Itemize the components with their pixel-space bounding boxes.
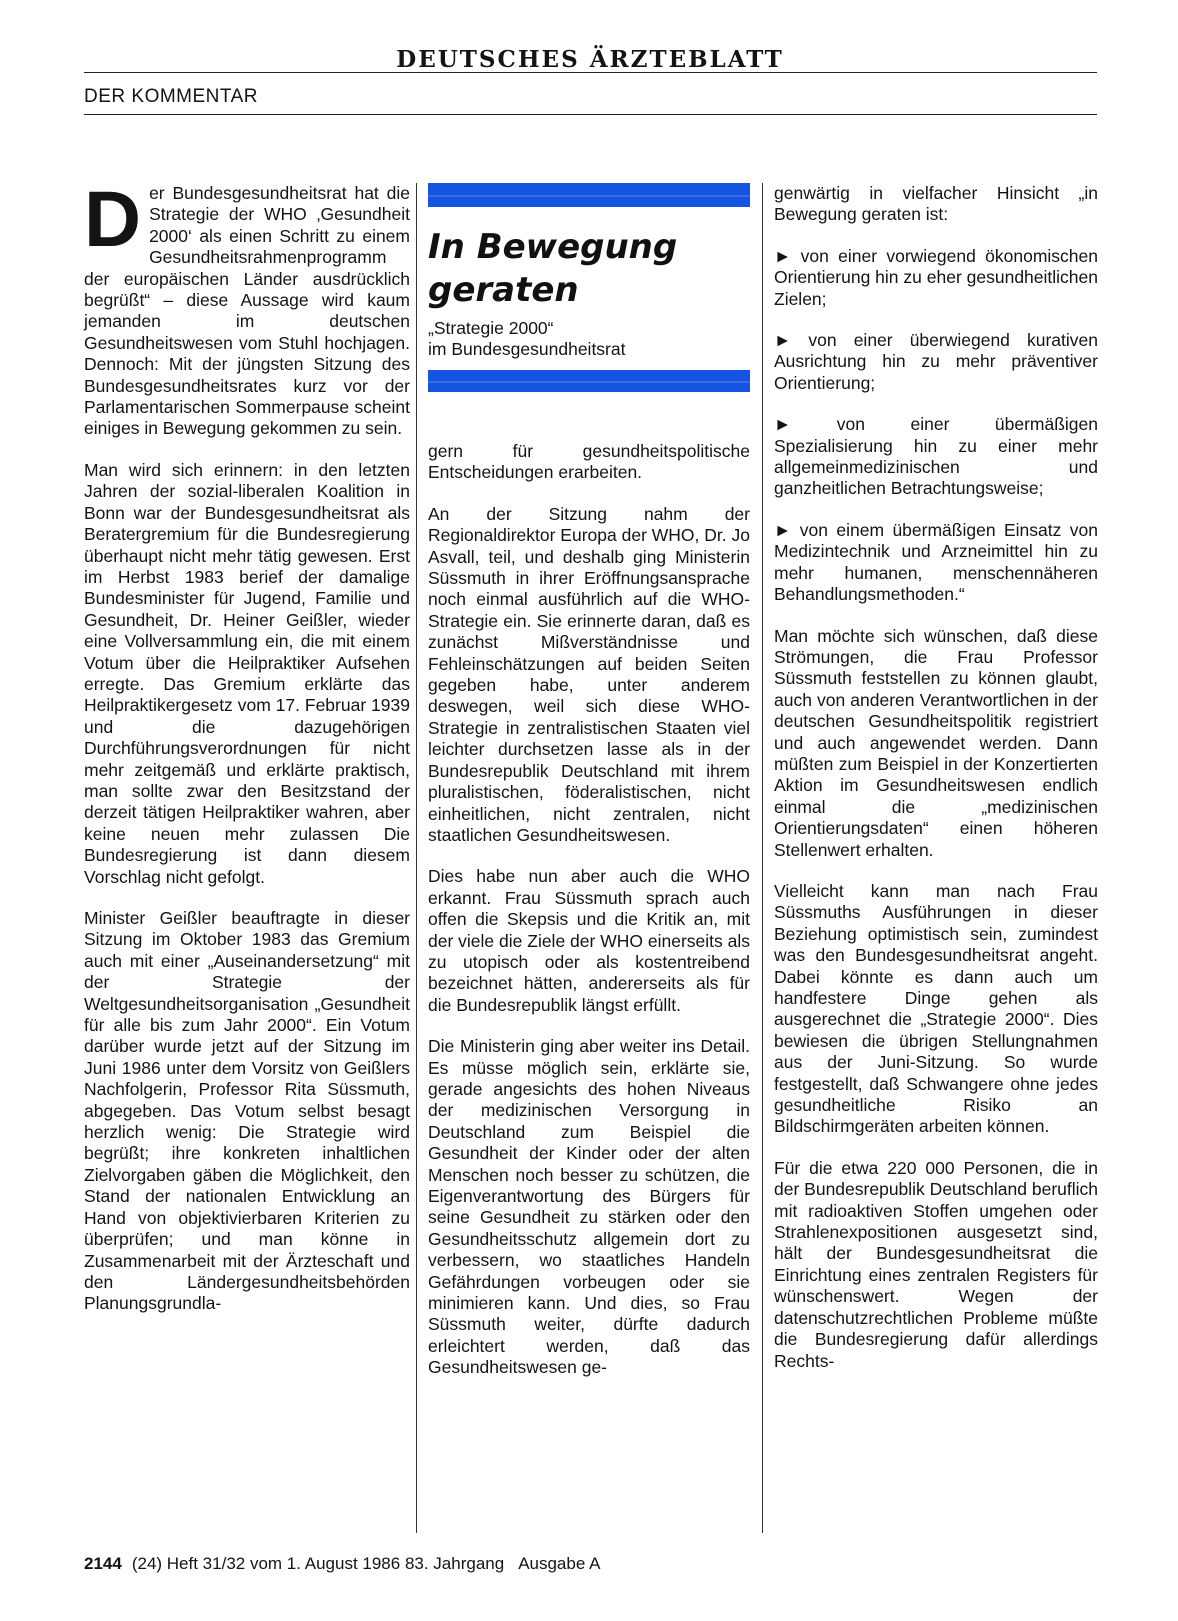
paragraph: Minister Geißler beauftragte in dieser Sitzung im Oktober 1983 das Gremium auch mit einer „Auseinandersetzung“ mit der Strategie der Weltgesundheitsorganisation „Gesundheit für alle bis zum Jahr 2000“. Ein Votum darüber wurde jetzt auf der Sitzung im Juni 1986 unter dem Vorsitz von Geißlers Nachfolgerin, Professor Rita Süssmuth, abgegeben. Das Votum selbst besagt herzlich wenig: Die Strategie wird begrüßt; ihre konkreten inhaltlichen Zielvorgaben gäben die Möglichkeit, den Stand der nationalen Entwicklung an Hand von objektivierbaren Kriterien zu überprüfen; und man könne in Zusammenarbeit mit der Ärzteschaft und den Ländergesundheitsbehörden Planungsgrundla-: [84, 908, 410, 1314]
article-column-3: [774, 183, 1098, 1392]
page-number: 2144: [84, 1554, 122, 1573]
bullet-item: ► von einem übermäßigen Einsatz von Medizintechnik und Arzneimittel hin zu mehr humanen, menschennäheren Behandlungsmethoden.“: [774, 519, 1098, 605]
header-rule-bottom: [84, 114, 1097, 115]
masthead: DEUTSCHES ÄRZTEBLATT: [396, 46, 784, 73]
drop-cap: D: [84, 174, 142, 263]
subtitle-line-2: im Bundesgesundheitsrat: [428, 339, 626, 359]
issue-info: (24) Heft 31/32 vom 1. August 1986 83. Jahrgang: [131, 1554, 505, 1573]
edition-label: Ausgabe A: [518, 1554, 601, 1573]
paragraph: gern für gesundheitspolitische Entscheidungen erarbeiten.: [428, 441, 750, 483]
article-column-2: [428, 441, 750, 1399]
paragraph: Man wird sich erinnern: in den letzten Jahren der sozial-liberalen Koalition in Bonn war der Bundesgesundheitsrat als Beratergremium für die Bundesregierung überhaupt nicht mehr tätig gewesen. Erst im Herbst 1983 berief der damalige Bundesminister für Jugend, Familie und Gesundheit, Dr. Heiner Geißler, wieder eine Vollversammlung ein, die mit einem Votum über die Heilpraktiker Aufsehen erregte. Das Gremium erklärte das Heilpraktikergesetz vom 17. Februar 1939 und die dazugehörigen Durchführungsverordnungen für nicht mehr zeitgemäß und erklärte praktisch, man sollte zwar den Besitzstand der derzeit tätigen Heilpraktiker wahren, aber keine neuen mehr zulassen Die Bundesregierung ist dann diesem Vorschlag nicht gefolgt.: [84, 459, 410, 887]
article-subtitle: [428, 318, 750, 360]
paragraph-text: er Bundesgesundheitsrat hat die Strategie der WHO ‚Gesundheit 2000‘ als einen Schritt zu einem Gesundheitsrahmenprogramm der europäischen Länder ausdrücklich begrüßt“ – diese Aussage wird kaum jemanden im deutschen Gesundheitswesen vom Stuhl hochjagen. Dennoch: Mit der jüngsten Sitzung des Bundesgesundheitsrates kurz vor der Parlamentarischen Sommerpause scheint einiges in Bewegung gekommen zu sein.: [84, 183, 410, 439]
subtitle-line-1: „Strategie 2000“: [428, 318, 554, 338]
paragraph: Vielleicht kann man nach Frau Süssmuths Ausführungen in dieser Beziehung optimistisch sein, zumindest was den Bundesgesundheitsrat angeht. Dabei könnte es dann auch um handfestere Dinge gehen als ausgerechnet die „Strategie 2000“. Dies bewiesen die übrigen Stellungnahmen aus der Juni-Sitzung. So wurde festgestellt, daß Schwangere ohne jedes gesundheitliche Risiko an Bildschirmgeräten arbeiten können.: [774, 880, 1098, 1137]
article-title: In Bewegung geraten: [428, 227, 678, 310]
bullet-item: ► von einer übermäßigen Spezialisierung hin zu einer mehr allgemeinmedizinischen und ganzheitlichen Betrachtungsweise;: [774, 414, 1098, 499]
title-accent-bar-bottom: [428, 370, 750, 392]
bullet-item: ► von einer vorwiegend ökonomischen Orientierung hin zu eher gesundheitlichen Zielen;: [774, 245, 1098, 309]
title-accent-bar-top: [428, 183, 750, 207]
page-footer: [84, 1554, 600, 1574]
column-divider: [762, 183, 763, 1533]
paragraph: Die Ministerin ging aber weiter ins Detail. Es müsse möglich sein, erklärte sie, gerade angesichts des hohen Niveaus der medizinischen Versorgung in Deutschland zum Beispiel die Gesundheit der Kinder oder der alten Menschen noch besser zu schützen, die Eigenverantwortung des Bürgers für seine Gesundheit zu stärken oder den Gesundheitsschutz allgemein dort zu verbessern, wo staatliches Handeln Gefährdungen vorbeugen oder sie minimieren kann. Und dies, so Frau Süssmuth weiter, dürfte dadurch erleichtert werden, daß das Gesundheitswesen ge-: [428, 1036, 750, 1378]
paragraph: Dies habe nun aber auch die WHO erkannt. Frau Süssmuth sprach auch offen die Skepsis und die Kritik an, mit der viele die Ziele der WHO einerseits als zu utopisch oder als kostentreibend bezeichnet hätten, andererseits als für die Bundesrepublik längst erfüllt.: [428, 866, 750, 1015]
paragraph: Man möchte sich wünschen, daß diese Strömungen, die Frau Professor Süssmuth feststellen zu können glaubt, auch von anderen Verantwortlichen in der deutschen Gesundheitspolitik registriert und auch angewendet werden. Dann müßten zum Beispiel in der Konzertierten Aktion im Gesundheitswesen endlich einmal die „medizinischen Orientierungsdaten“ einen höheren Stellenwert erhalten.: [774, 625, 1098, 860]
section-label: DER KOMMENTAR: [84, 86, 258, 107]
paragraph: An der Sitzung nahm der Regionaldirektor Europa der WHO, Dr. Jo Asvall, teil, und deshalb ging Ministerin Süssmuth in ihrer Eröffnungsansprache noch einmal ausführlich auf die WHO-Strategie ein. Sie erinnerte daran, daß es zunächst Mißverständnisse und Fehleinschätzungen auf beiden Seiten gegeben habe, unter anderem deswegen, weil sich diese WHO-Strategie in zentralistischen Staaten viel leichter durchsetzen lasse als in der Bundesrepublik Deutschland mit ihrem pluralistischen, föderalistischen, nicht einheitlichen, nicht zentralen, nicht staatlichen Gesundheitswesen.: [428, 503, 750, 845]
column-divider: [416, 183, 417, 1533]
bullet-item: ► von einer überwiegend kurativen Ausrichtung hin zu mehr präventiver Orientierung;: [774, 330, 1098, 393]
article-column-1: [84, 174, 410, 1335]
paragraph: [84, 174, 410, 440]
paragraph: genwärtig in vielfacher Hinsicht „in Bewegung geraten ist:: [774, 183, 1098, 225]
paragraph: Für die etwa 220 000 Personen, die in der Bundesrepublik Deutschland beruflich mit radioaktiven Stoffen umgehen oder Strahlenexpositionen ausgesetzt sind, hält der Bundesgesundheitsrat die Einrichtung eines zentralen Registers für wünschenswert. Wegen der datenschutzrechtlichen Probleme müßte die Bundesregierung dafür allerdings Rechts-: [774, 1157, 1098, 1371]
header-rule-top: [84, 72, 1097, 73]
